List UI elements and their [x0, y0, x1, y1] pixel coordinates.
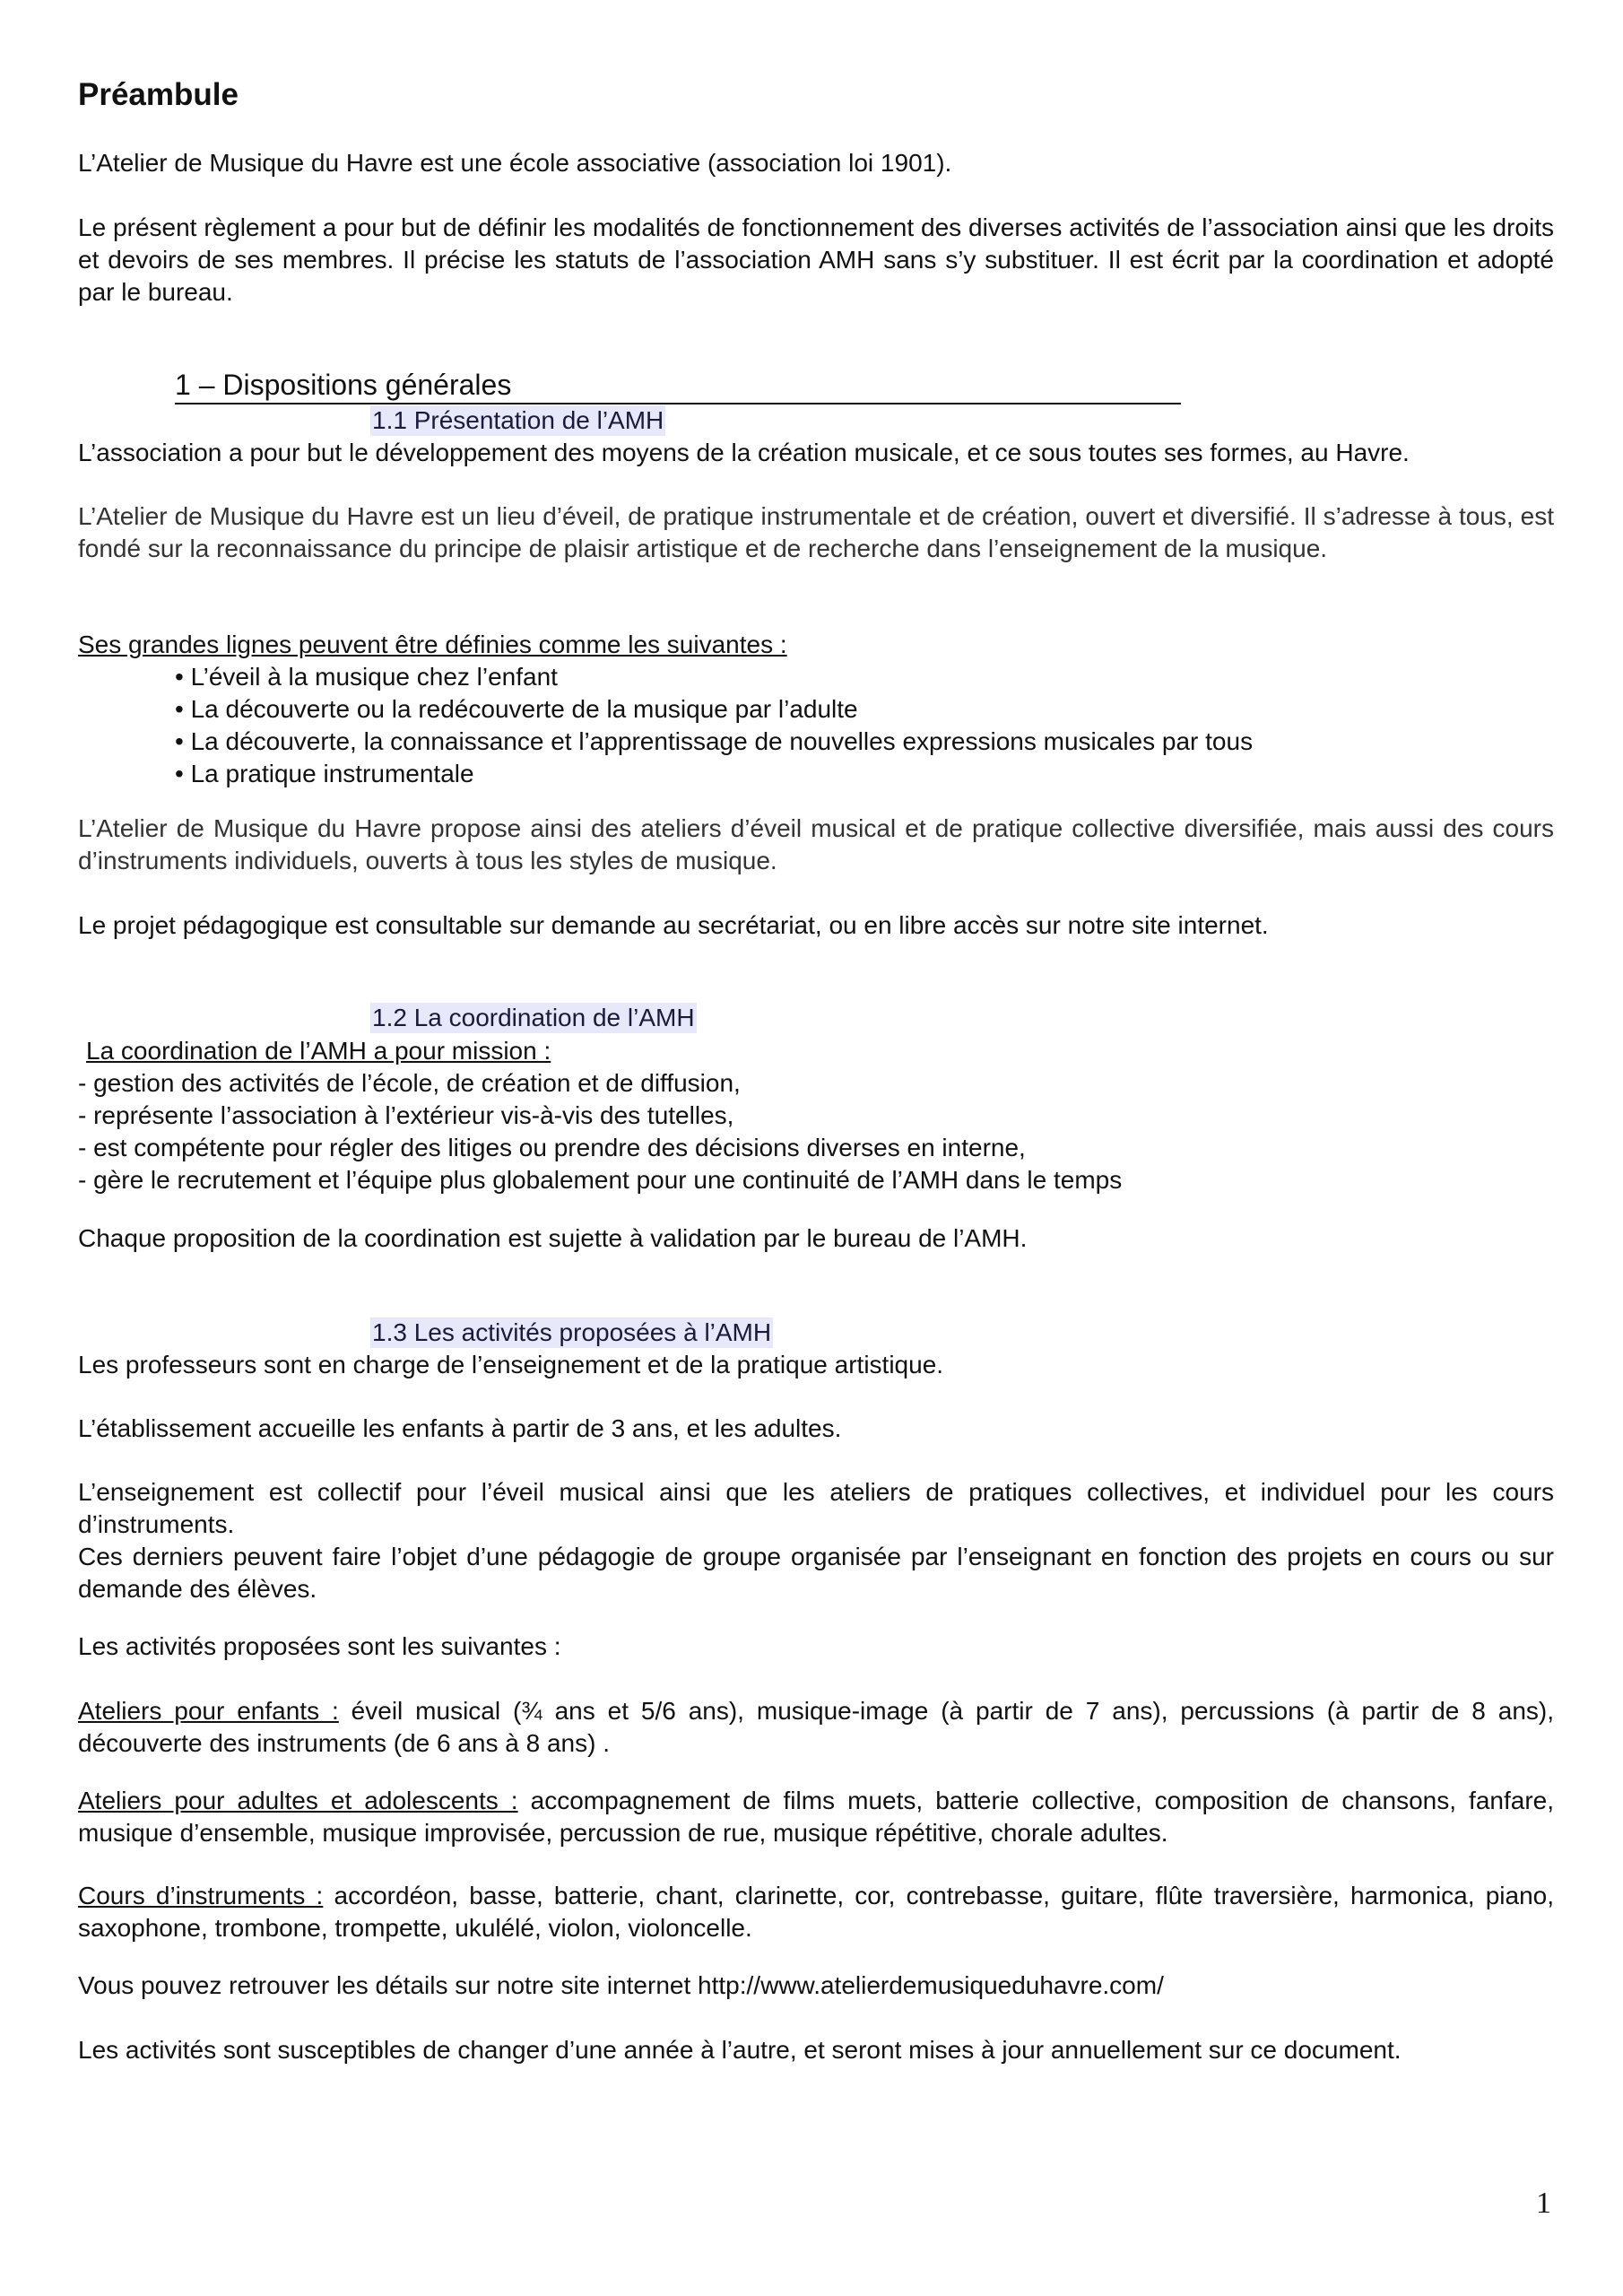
list-item: • L’éveil à la musique chez l’enfant: [175, 661, 1253, 693]
page-number: 1: [1536, 2187, 1551, 2220]
list-item: • La découverte ou la redécouverte de la musique par l’adulte: [175, 693, 1253, 726]
preambule-heading: Préambule: [78, 77, 239, 112]
s11-paragraph-4: Le projet pédagogique est consultable sur demande au secrétariat, ou en libre accès sur notre site internet.: [78, 911, 1269, 939]
s13-paragraph-6: Les activités sont susceptibles de changer d’une année à l’autre, et seront mises à jour annuellement sur ce document.: [78, 2036, 1402, 2064]
list-item: • La pratique instrumentale: [175, 758, 1253, 790]
s13-paragraph-3b: Ces derniers peuvent faire l’objet d’une pédagogie de groupe organisée par l’enseignant en fonction des projets en cours ou sur demande des élèves.: [78, 1543, 1554, 1603]
s11-paragraph-3: L’Atelier de Musique du Havre propose ainsi des ateliers d’éveil musical et de pratique collective diversifiée, mais aussi des cours d’instruments individuels, ouverts à tous les styles de musique.: [78, 814, 1554, 874]
adultes-label: Ateliers pour adultes et adolescents :: [78, 1787, 518, 1814]
enfants-label: Ateliers pour enfants :: [78, 1697, 339, 1725]
s13-adultes-paragraph: [78, 1785, 1554, 1849]
s11-lines-intro: Ses grandes lignes peuvent être définies comme les suivantes :: [78, 631, 787, 658]
list-item: - représente l’association à l’extérieur vis-à-vis des tutelles,: [78, 1100, 1122, 1132]
subsection-1-1-heading: 1.1 Présentation de l’AMH: [372, 406, 664, 434]
s13-paragraph-4: Les activités proposées sont les suivantes :: [78, 1632, 561, 1660]
s12-intro: La coordination de l’AMH a pour mission :: [86, 1037, 551, 1065]
cours-label: Cours d’instruments :: [78, 1882, 324, 1909]
subsection-1-2-heading: 1.2 La coordination de l’AMH: [372, 1004, 695, 1031]
s13-paragraph-2: L’établissement accueille les enfants à partir de 3 ans, et les adultes.: [78, 1414, 842, 1442]
s13-enfants-paragraph: [78, 1695, 1554, 1760]
cours-text: accordéon, basse, batterie, chant, clarinette, cor, contrebasse, guitare, flûte traversière, harmonica, piano, saxophone, trombone, trompette, ukulélé, violon, violoncelle.: [78, 1882, 1554, 1942]
s13-paragraph-3a: L’enseignement est collectif pour l’éveil musical ainsi que les ateliers de pratiques collectives, et individuel pour les cours d’instruments.: [78, 1478, 1554, 1538]
s12-dash-list: [78, 1067, 1122, 1196]
list-item: • La découverte, la connaissance et l’apprentissage de nouvelles expressions musicales par tous: [175, 726, 1253, 758]
s11-bullet-list: [175, 661, 1253, 790]
preambule-paragraph-2: Le présent règlement a pour but de définir les modalités de fonctionnement des diverses activités de l’association ainsi que les droits et devoirs de ses membres. Il précise les statuts de l’association AMH sans s’y substituer. Il est écrit par la coordination et adopté par le bureau.: [78, 213, 1554, 306]
s11-paragraph-2: L’Atelier de Musique du Havre est un lieu d’éveil, de pratique instrumentale et de création, ouvert et diversifié. Il s’adresse à tous, est fondé sur la reconnaissance du principe de plaisir artistique et de recherche dans l’enseignement de la musique.: [78, 502, 1554, 562]
s11-paragraph-1: L’association a pour but le développement des moyens de la création musicale, et ce sous toutes ses formes, au Havre.: [78, 439, 1410, 466]
subsection-1-3-heading: 1.3 Les activités proposées à l’AMH: [372, 1318, 772, 1346]
enfants-text: éveil musical (¾ ans et 5/6 ans), musique-image (à partir de 7 ans), percussions (à partir de 8 ans), découverte des instruments (de 6 ans à 8 ans) .: [78, 1697, 1555, 1757]
list-item: - gestion des activités de l’école, de création et de diffusion,: [78, 1067, 1122, 1100]
list-item: - gère le recrutement et l’équipe plus globalement pour une continuité de l’AMH dans le temps: [78, 1164, 1122, 1196]
s13-website-paragraph: Vous pouvez retrouver les détails sur notre site internet http://www.atelierdemusiqueduhavre.com/: [78, 1971, 1164, 1999]
s13-cours-paragraph: [78, 1880, 1554, 1944]
preambule-paragraph-1: L’Atelier de Musique du Havre est une école associative (association loi 1901).: [78, 149, 952, 177]
list-item: - est compétente pour régler des litiges ou prendre des décisions diverses en interne,: [78, 1132, 1122, 1164]
s13-paragraph-1: Les professeurs sont en charge de l’enseignement et de la pratique artistique.: [78, 1351, 944, 1378]
section-1-heading: 1 – Dispositions générales: [175, 367, 1181, 404]
adultes-text: accompagnement de films muets, batterie collective, composition de chansons, fanfare, musique d’ensemble, musique improvisée, percussion de rue, musique répétitive, chorale adultes.: [78, 1787, 1555, 1847]
s12-paragraph-1: Chaque proposition de la coordination est sujette à validation par le bureau de l’AMH.: [78, 1224, 1028, 1252]
